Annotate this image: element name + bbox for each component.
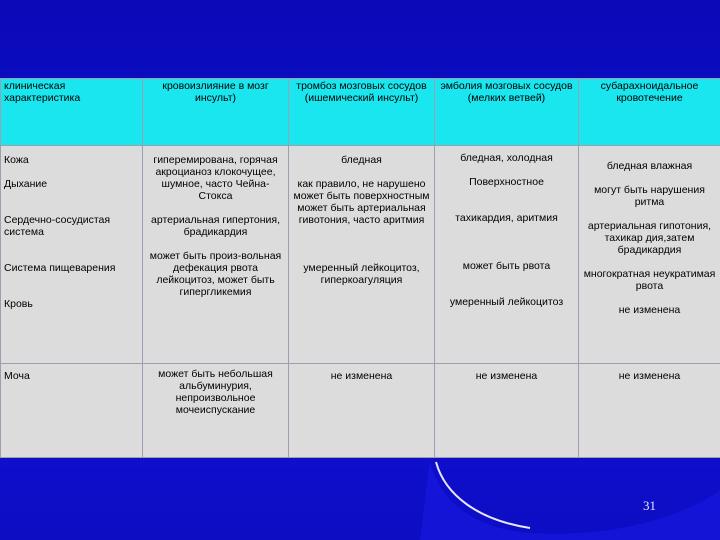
- row-labels-cell: Кожа Дыхание Сердечно-сосудистая система Система пищеварения Кровь: [1, 146, 143, 364]
- page-number: 31: [643, 498, 656, 513]
- header-brain-hemorrhage: кровоизлияние в мозг инсульт): [143, 79, 289, 146]
- table-row: [1, 364, 720, 458]
- urine-thrombosis: не изменена: [289, 364, 435, 458]
- header-subarachnoid: субарахноидальное кровотечение: [579, 79, 720, 146]
- header-thrombosis: тромбоз мозговых сосудов (ишемический инсульт): [289, 79, 435, 146]
- urine-hemorrhage: может быть небольшая альбуминурия, непроизвольное мочеиспускание: [143, 364, 289, 458]
- header-embolism: эмболия мозговых сосудов (мелких ветвей): [435, 79, 579, 146]
- comparison-table: [0, 78, 720, 458]
- table-header-row: [1, 79, 720, 146]
- urine-embolism: не изменена: [435, 364, 579, 458]
- thrombosis-cell: бледная как правило, не нарушено может быть поверхностным может быть артериальная гивотония, часто аритмия умеренный лейкоцитоз, гиперкоагуляция: [289, 146, 435, 364]
- hemorrhage-cell: гиперемирована, горячая акроцианоз клокочущее, шумное, часто Чейна-Стокса артериальная гипертония, брадикардия может быть произ-вольная дефекация рвота лейкоцитоз, может быть гипергликемия: [143, 146, 289, 364]
- embolism-cell: бледная, холодная Поверхностное тахикардия, аритмия может быть рвота умеренный лейкоцитоз: [435, 146, 579, 364]
- urine-subarachnoid: не изменена: [579, 364, 720, 458]
- subarachnoid-cell: бледная влажная могут быть нарушения ритма артериальная гипотония, тахикар дия,затем брадикардия многократная неукратимая рвота не изменена: [579, 146, 720, 364]
- urine-label: Моча: [1, 364, 143, 458]
- header-clinical-characteristic: клиническая характеристика: [1, 79, 143, 146]
- table-row: [1, 146, 720, 364]
